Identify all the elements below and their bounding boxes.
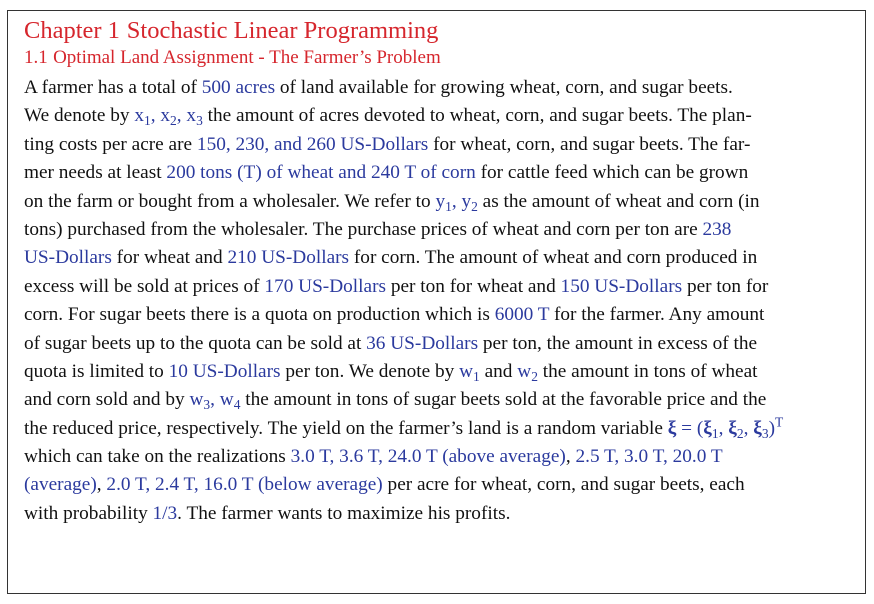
math-symbol: y [461, 190, 472, 212]
math-w1 [459, 361, 480, 382]
section-number: 1.1 [24, 47, 48, 68]
math-subscript: 3 [761, 425, 769, 441]
math-subscript: 2 [736, 425, 744, 441]
math-subscript: 3 [203, 397, 211, 413]
problem-paragraph [24, 74, 856, 528]
text-segment: with probability [24, 502, 153, 524]
paragraph-line-1 [24, 74, 856, 102]
highlight-wheat-sale-price: 170 US-Dollars [264, 275, 386, 297]
text-segment: corn. For sugar beets there is a quota on production which is [24, 304, 495, 326]
text-segment: the amount in tons of wheat [537, 360, 758, 382]
math-symbol: x [160, 105, 171, 127]
highlight-corn-purchase-price: 210 US-Dollars [227, 247, 350, 269]
paragraph-line-4 [24, 159, 856, 187]
highlight-average-label: (average) [24, 474, 97, 496]
text-segment: per acre for wheat, corn, and sugar beets, each [382, 474, 745, 496]
highlight-yield-below-average: 2.0 T, 2.4 T, 16.0 T (below average) [106, 474, 383, 496]
text-segment: mer needs at least [24, 162, 167, 184]
math-separator: , [718, 417, 729, 439]
paragraph-line-2 [24, 102, 856, 130]
text-segment: for cattle feed which can be grown [475, 162, 749, 184]
chapter-title [24, 16, 856, 46]
highlight-yield-above-average: 3.0 T, 3.6 T, 24.0 T (above average) [290, 446, 566, 468]
chapter-name: Stochastic Linear Programming [126, 17, 439, 44]
math-xi-symbol: ξ [753, 417, 762, 439]
section-name: Optimal Land Assignment - The Farmer’s Problem [53, 47, 441, 68]
math-subscript: 4 [233, 397, 241, 413]
paragraph-line-5 [24, 188, 856, 216]
text-segment: per ton for [682, 275, 769, 297]
text-segment: per ton, the amount in excess of the [478, 332, 758, 354]
math-w3-w4 [189, 389, 241, 413]
text-segment: , [565, 446, 576, 468]
text-segment: for wheat and [111, 247, 228, 269]
math-separator: , [210, 389, 220, 411]
math-xi-symbol: ξ [728, 417, 737, 439]
math-subscript: 2 [471, 198, 478, 214]
text-segment: and [479, 360, 518, 382]
text-segment: for corn. The amount of wheat and corn produced in [349, 247, 758, 269]
text-segment: tons) purchased from the wholesaler. The purchase prices of wheat and corn per ton are [24, 218, 703, 240]
math-equals-open: = ( [676, 417, 704, 439]
math-xi-symbol: ξ [703, 417, 712, 439]
highlight-beet-quota-price: 36 US-Dollars [366, 332, 479, 354]
paragraph-line-14 [24, 443, 856, 471]
math-separator: , [176, 105, 187, 127]
math-separator: , [451, 190, 462, 212]
highlight-beet-excess-price: 10 US-Dollars [168, 360, 281, 382]
math-symbol: x [134, 105, 144, 127]
math-xi-symbol: ξ [667, 417, 677, 439]
text-segment: of sugar beets up to the quota can be sold at [24, 332, 367, 354]
text-segment: and corn sold and by [24, 389, 190, 411]
text-segment: per ton. We denote by [280, 360, 460, 382]
math-close-paren: ) [768, 417, 776, 439]
math-symbol: x [186, 105, 197, 127]
highlight-wheat-purchase-unit: US-Dollars [24, 247, 112, 269]
highlight-corn-sale-price: 150 US-Dollars [560, 275, 683, 297]
math-subscript: 3 [196, 113, 203, 129]
math-subscript: 1 [711, 425, 719, 441]
paragraph-line-8 [24, 273, 856, 301]
chapter-number: Chapter 1 [24, 17, 120, 44]
paragraph-line-10 [24, 330, 856, 358]
paragraph-line-9 [24, 301, 856, 329]
paragraph-line-7 [24, 244, 856, 272]
math-separator: , [150, 105, 161, 127]
highlight-yield-average: 2.5 T, 3.0 T, 20.0 T [575, 446, 723, 468]
math-xi-vector [667, 414, 784, 441]
math-symbol: y [435, 190, 446, 212]
text-segment: A farmer has a total of [24, 77, 202, 98]
text-segment: as the amount of wheat and corn (in [477, 190, 760, 212]
text-segment: ting costs per acre are [24, 133, 197, 155]
text-segment: quota is limited to [24, 360, 169, 382]
text-segment: We denote by [24, 105, 135, 127]
highlight-feed-requirements: 200 tons (T) of wheat and 240 T of corn [166, 162, 476, 184]
highlight-planting-costs: 150, 230, and 260 US-Dollars [196, 133, 429, 155]
text-segment: for wheat, corn, and sugar beets. The far- [428, 133, 751, 155]
math-symbol: w [189, 389, 204, 411]
highlight-wheat-purchase-price: 238 [702, 218, 732, 240]
paragraph-line-11 [24, 358, 856, 386]
math-transpose: T [775, 414, 784, 430]
text-segment: the reduced price, respectively. The yield on the farmer’s land is a random variable [24, 417, 668, 439]
highlight-beet-quota: 6000 T [494, 304, 550, 326]
paragraph-line-3 [24, 131, 856, 159]
text-segment: for the farmer. Any amount [549, 304, 765, 326]
math-subscript: 1 [144, 113, 151, 129]
math-symbol: w [219, 389, 234, 411]
math-subscript: 2 [170, 113, 177, 129]
text-segment: excess will be sold at prices of [24, 275, 265, 297]
text-segment: on the farm or bought from a wholesaler. We refer to [24, 190, 436, 212]
math-separator: , [743, 417, 754, 439]
math-subscript: 1 [473, 368, 480, 384]
paragraph-line-16 [24, 500, 856, 528]
paragraph-line-15 [24, 471, 856, 499]
highlight-land-total: 500 acres [201, 77, 276, 98]
math-symbol: w [459, 360, 474, 382]
math-x-variables [134, 105, 203, 129]
paragraph-line-13 [24, 415, 856, 443]
math-symbol: w [517, 360, 532, 382]
math-y-variables [435, 191, 477, 212]
paragraph-line-6 [24, 216, 856, 244]
document-content [24, 16, 856, 528]
section-title [24, 45, 856, 71]
text-segment: of land available for growing wheat, corn, and sugar beets. [275, 77, 733, 98]
math-w2 [517, 361, 538, 382]
paragraph-line-12 [24, 386, 856, 414]
text-segment: , [96, 474, 107, 496]
text-segment: . The farmer wants to maximize his profits. [177, 502, 511, 524]
highlight-probability: 1/3 [152, 502, 178, 524]
text-segment: the amount of acres devoted to wheat, corn, and sugar beets. The plan- [202, 105, 752, 127]
text-segment: which can take on the realizations [24, 446, 291, 468]
text-segment: the amount in tons of sugar beets sold at the favorable price and the [240, 389, 767, 411]
math-subscript: 1 [445, 198, 452, 214]
text-segment: per ton for wheat and [386, 275, 561, 297]
math-subscript: 2 [531, 368, 538, 384]
